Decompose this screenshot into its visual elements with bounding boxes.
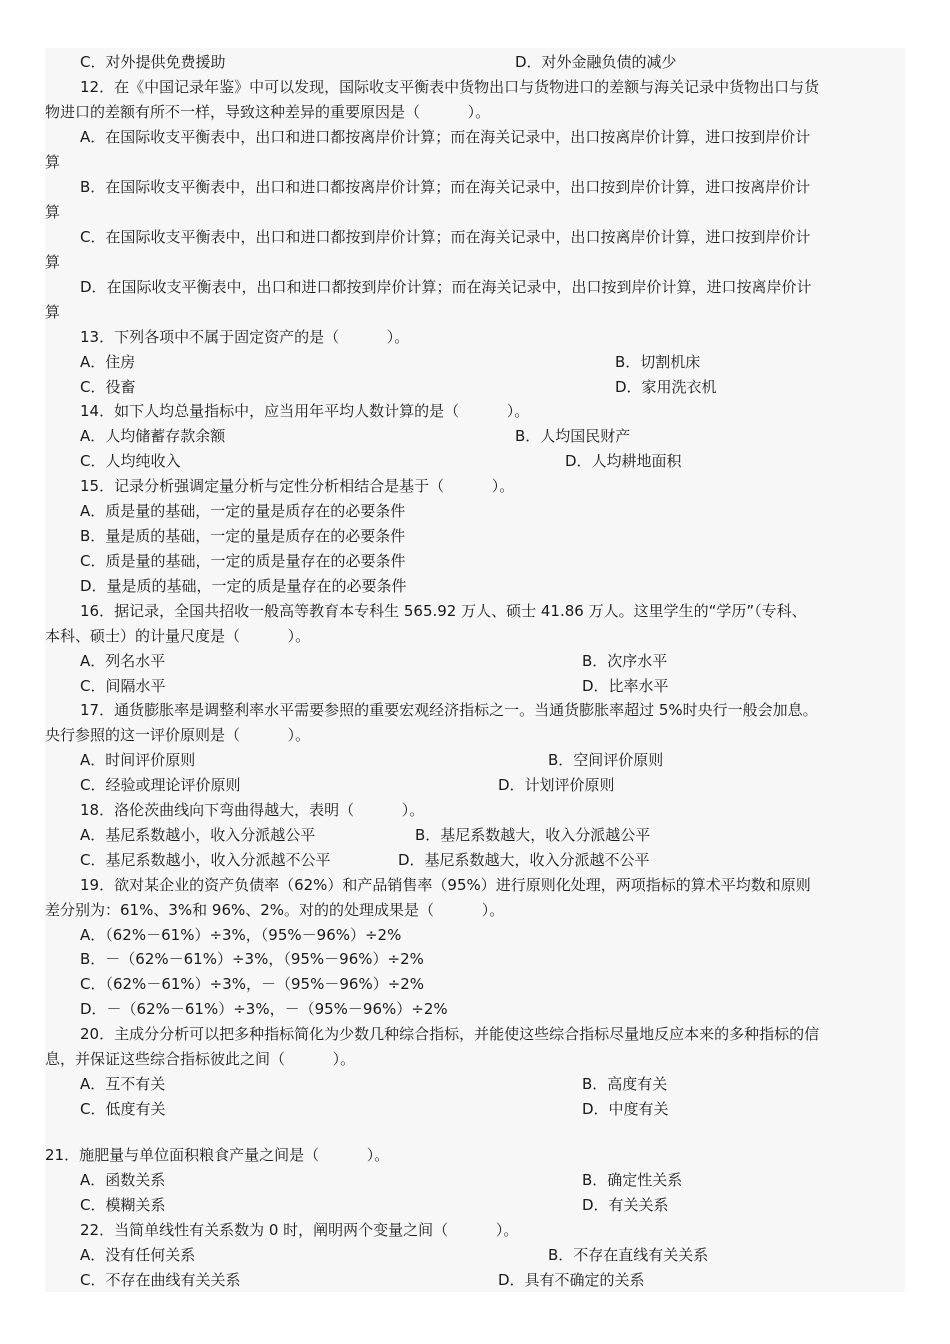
text-line: C．在国际收支平衡表中，出口和进口都按到岸价计算；而在海关记录中，出口按离岸价计算，进口按到岸价计: [80, 228, 811, 246]
text-line: 12．在《中国记录年鉴》中可以发现，国际收支平衡表中货物出口与货物进口的差额与海关记录中货物出口与货: [80, 78, 820, 96]
text-line: 13．下列各项中不属于固定资产的是（ ）。: [80, 328, 410, 346]
text-line: C．人均纯收入: [80, 452, 181, 470]
text-line: D．中度有关: [582, 1100, 669, 1118]
text-line: C．不存在曲线有关关系: [80, 1271, 241, 1289]
text-line: C．对外提供免费援助: [80, 53, 226, 71]
text-line: 14．如下人均总量指标中，应当用年平均人数计算的是（ ）。: [80, 402, 530, 420]
text-line: D．计划评价原则: [498, 776, 615, 794]
text-line: 19．欲对某企业的资产负债率（62%）和产品销售率（95%）进行原则化处理，两项指标的算术平均数和原则: [80, 876, 811, 894]
text-line: A．（62%－61%）÷3%，（95%－96%）÷2%: [80, 926, 402, 944]
text-line: B．－（62%－61%）÷3%，（95%－96%）÷2%: [80, 950, 424, 968]
text-line: 算: [45, 253, 61, 271]
text-line: D．比率水平: [582, 677, 669, 695]
text-line: 息，并保证这些综合指标彼此之间（ ）。: [45, 1050, 356, 1068]
text-line: A．函数关系: [80, 1171, 166, 1189]
text-line: B．次序水平: [582, 652, 668, 670]
text-line: B．空间评价原则: [548, 751, 664, 769]
text-line: 16．据记录，全国共招收一般高等教育本专科生 565.92 万人、硕士 41.86 万人。这里学生的“学历”（专科、: [80, 602, 807, 620]
text-line: C．经验或理论评价原则: [80, 776, 241, 794]
text-line: D．基尼系数越大，收入分派越不公平: [398, 851, 650, 869]
text-line: 央行参照的这一评价原则是（ ）。: [45, 726, 311, 744]
text-line: 差分别为：61%、3%和 96%、2%。对的的处理成果是（ ）。: [45, 901, 505, 919]
text-line: C．模糊关系: [80, 1196, 166, 1214]
text-line: 21．施肥量与单位面积粮食产量之间是（ ）。: [45, 1146, 390, 1164]
text-line: A．互不有关: [80, 1075, 166, 1093]
text-line: B．切割机床: [615, 353, 701, 371]
text-line: D．对外金融负债的减少: [515, 53, 677, 71]
text-line: 17．通货膨胀率是调整利率水平需要参照的重要宏观经济指标之一。当通货膨胀率超过 5%时央行一般会加息。: [80, 701, 818, 719]
text-line: 18．洛伦茨曲线向下弯曲得越大，表明（ ）。: [80, 801, 425, 819]
text-line: D．人均耕地面积: [565, 452, 682, 470]
text-line: C．低度有关: [80, 1100, 166, 1118]
text-line: 算: [45, 153, 61, 171]
text-line: 15．记录分析强调定量分析与定性分析相结合是基于（ ）。: [80, 477, 515, 495]
text-line: C．间隔水平: [80, 677, 166, 695]
text-line: A．质是量的基础，一定的量是质存在的必要条件: [80, 502, 406, 520]
text-line: C．役畜: [80, 378, 136, 396]
text-line: A．基尼系数越小，收入分派越公平: [80, 826, 316, 844]
text-line: 物进口的差额有所不一样，导致这种差异的重要原因是（ ）。: [45, 103, 491, 121]
text-line: D．家用洗衣机: [615, 378, 717, 396]
text-line: B．人均国民财产: [515, 427, 631, 445]
text-line: 20．主成分分析可以把多种指标简化为少数几种综合指标，并能使这些综合指标尽量地反应本来的多种指标的信: [80, 1025, 820, 1043]
text-line: C．质是量的基础，一定的质是量存在的必要条件: [80, 552, 406, 570]
text-line: D．量是质的基础，一定的质是量存在的必要条件: [80, 577, 407, 595]
text-line: D．有关关系: [582, 1196, 669, 1214]
text-line: 算: [45, 303, 61, 321]
text-line: D．－（62%－61%）÷3%，－（95%－96%）÷2%: [80, 1000, 448, 1018]
text-line: 22．当简单线性有关系数为 0 时，阐明两个变量之间（ ）。: [80, 1221, 519, 1239]
text-line: B．基尼系数越大，收入分派越公平: [415, 826, 651, 844]
text-line: A．时间评价原则: [80, 751, 196, 769]
text-line: B．不存在直线有关关系: [548, 1246, 709, 1264]
text-line: A．在国际收支平衡表中，出口和进口都按离岸价计算；而在海关记录中，出口按离岸价计算，进口按到岸价计: [80, 128, 811, 146]
text-line: 算: [45, 203, 61, 221]
text-line: A．没有任何关系: [80, 1246, 196, 1264]
text-line: A．列名水平: [80, 652, 166, 670]
text-line: B．量是质的基础，一定的量是质存在的必要条件: [80, 527, 406, 545]
text-line: D．在国际收支平衡表中，出口和进口都按到岸价计算；而在海关记录中，出口按到岸价计算，进口按离岸价计: [80, 278, 812, 296]
text-line: 本科、硕士）的计量尺度是（ ）。: [45, 627, 311, 645]
text-line: C．基尼系数越小，收入分派越不公平: [80, 851, 331, 869]
text-line: B．确定性关系: [582, 1171, 683, 1189]
text-line: C．（62%－61%）÷3%，－（95%－96%）÷2%: [80, 975, 425, 993]
text-line: D．具有不确定的关系: [498, 1271, 645, 1289]
text-line: B．在国际收支平衡表中，出口和进口都按离岸价计算；而在海关记录中，出口按到岸价计算，进口按离岸价计: [80, 178, 811, 196]
text-line: A．住房: [80, 353, 136, 371]
text-line: B．高度有关: [582, 1075, 668, 1093]
text-line: A．人均储蓄存款余额: [80, 427, 226, 445]
